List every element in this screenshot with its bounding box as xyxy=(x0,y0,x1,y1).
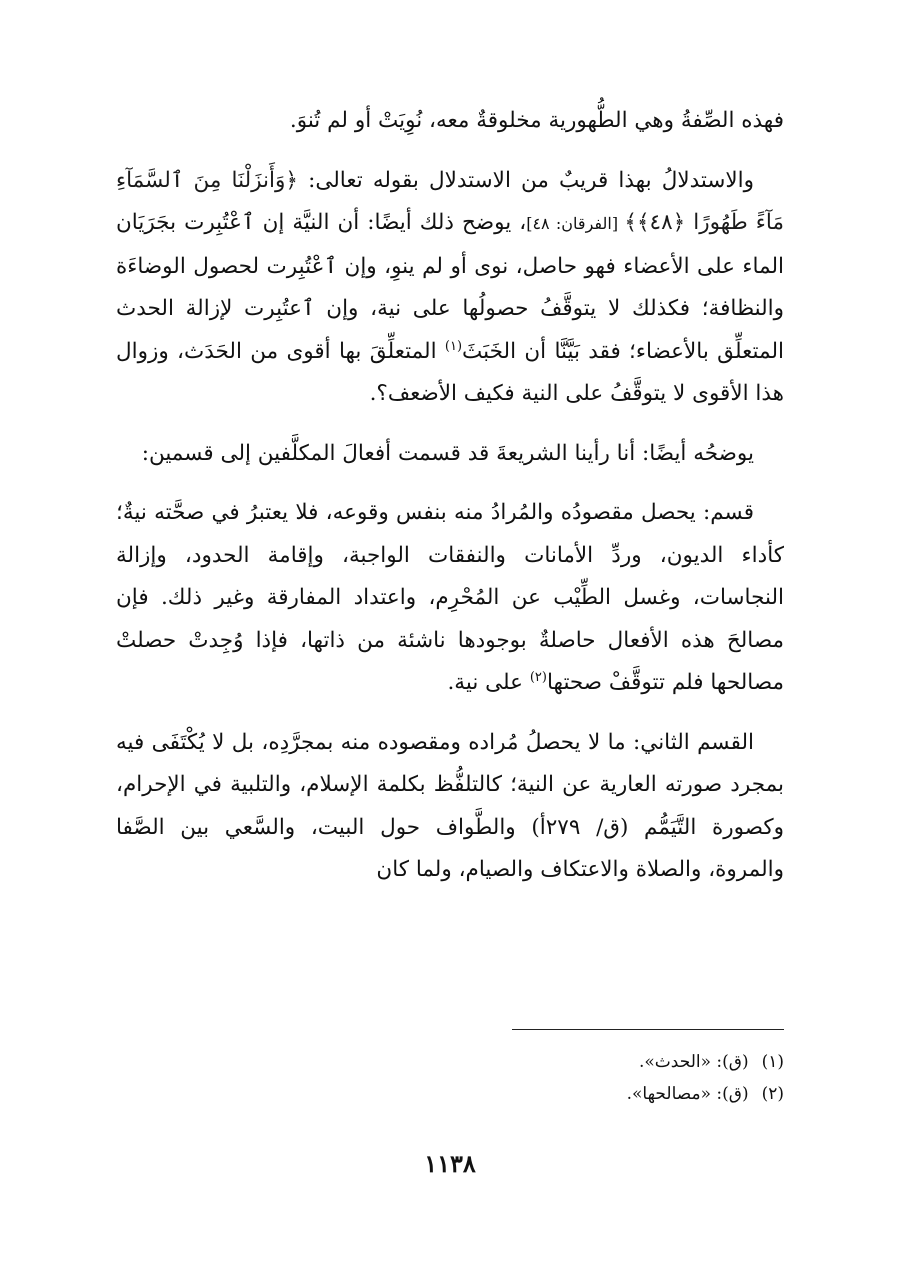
verse-reference: [الفرقان: ٤٨] xyxy=(526,214,625,233)
footnote-marker-2[interactable]: (٢) xyxy=(529,669,547,685)
page-number: ١١٣٨ xyxy=(424,1149,476,1178)
paragraph-5: القسم الثاني: ما لا يحصلُ مُراده ومقصوده منه بمجرَّدِه، بل لا يُكْتَفَى فيه بمجرد صورته العارية عن النية؛ كالتلفُّظ بكلمة الإسلام، والتلبية في الإحرام، وكصورة التَّيَمُّم (ق/ ٢٧٩أ) والطَّواف حول البيت، والسَّعي بين الصَّفا والمروة، والصلاة والاعتكاف والصيام، ولما كان xyxy=(116,729,784,882)
footnote-text: (ق): «مصالحها». xyxy=(626,1084,749,1104)
footnote-text: (ق): «الحدث». xyxy=(638,1052,749,1072)
footnote-number: (١) xyxy=(761,1052,784,1072)
footnote-number: (٢) xyxy=(761,1084,784,1104)
paragraph-4-end: على نية. xyxy=(447,670,530,695)
paragraph-2-end: المتعلِّقَ بها أقوى من الحَدَث، وزوال هذا الأقوى لا يتوقَّفُ على النية فكيف الأضعف؟. xyxy=(116,338,784,406)
footnote-marker-1[interactable]: (١) xyxy=(444,338,463,354)
footnote-2 xyxy=(116,1078,784,1110)
footnote-1 xyxy=(116,1046,784,1078)
paragraph-2 xyxy=(116,160,784,416)
quran-verse: ﴿وَأَنزَلْنَا مِنَ ٱلسَّمَآءِ مَآءً طَهُورًا ﴿٤٨﴾﴾ xyxy=(116,167,784,235)
footnotes xyxy=(116,1046,784,1110)
main-text xyxy=(116,100,784,892)
paragraph-3: يوضحُه أيضًا: أنا رأينا الشريعةَ قد قسمت أفعالَ المكلَّفين إلى قسمين: xyxy=(141,440,754,466)
paragraph-4 xyxy=(116,492,784,705)
paragraph-1: فهذه الصِّفةُ وهي الطُّهورية مخلوقةٌ معه، نُوِيَتْ أو لم تُنوَ. xyxy=(289,108,784,133)
paragraph-2-body: ، يوضح ذلك أيضًا: أن النيَّة إن ٱعْتُبِرت بجَرَيَان الماء على الأعضاء فهو حاصل، نوى أو لم ينوِ، وإن ٱعْتُبِرت لحصول الوضاءَة والنظافة؛ فكذلك لا يتوقَّفُ حصولُها على نية، وإن ٱعتُبِرت لإزالة الحدث المتعلِّق بالأعضاء؛ فقد بَيَّنَّا أن الخَبَثَ xyxy=(116,210,784,364)
paragraph-2-intro: والاستدلالُ بهذا قريبٌ من الاستدلال بقوله تعالى: xyxy=(297,167,754,193)
footnote-separator xyxy=(512,1029,784,1030)
paragraph-4-body: قسم: يحصل مقصودُه والمُرادُ منه بنفس وقوعه، فلا يعتبرُ في صحَّته نيةٌ؛ كأداء الديون، وردِّ الأمانات والنفقات الواجبة، وإقامة الحدود، وإزالة النجاسات، وغسل الطِّيْب عن المُحْرِم، واعتداد المفارقة وغير ذلك. فإن مصالحَ هذه الأفعال حاصلةٌ بوجودها ناشئة من ذاتها، فإذا وُجِدتْ حصلتْ مصالحها فلم تتوقَّفْ صحتها xyxy=(116,500,784,695)
